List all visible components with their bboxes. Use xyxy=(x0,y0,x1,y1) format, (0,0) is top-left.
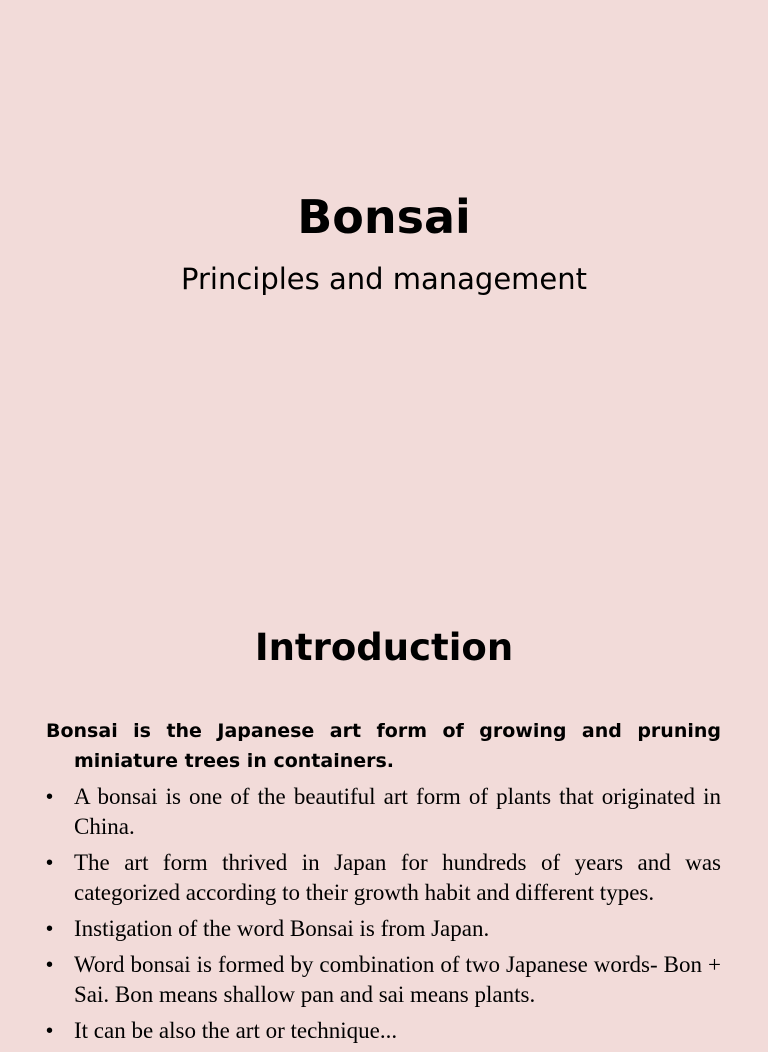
bullet-text: It can be also the art or technique... xyxy=(74,1018,398,1043)
bullet-text: A bonsai is one of the beautiful art form of plants that originated in China. xyxy=(74,784,721,839)
bullet-item xyxy=(46,782,721,842)
bullet-item xyxy=(46,950,721,1010)
slide-subtitle: Principles and management xyxy=(180,262,587,296)
bullet-text: Instigation of the word Bonsai is from Japan. xyxy=(74,916,490,941)
introduction-heading: Introduction xyxy=(254,626,514,669)
introduction-lead-text: Bonsai is the Japanese art form of growing and pruning miniature trees in containers. xyxy=(46,720,721,772)
bullet-text: Word bonsai is formed by combination of two Japanese words- Bon + Sai. Bon means shallow pan and sai means plants. xyxy=(74,952,721,1007)
bullet-icon: • xyxy=(46,852,54,874)
slide-title: Bonsai xyxy=(297,190,471,244)
bullet-text: The art form thrived in Japan for hundreds of years and was categorized according to their growth habit and different types. xyxy=(74,850,721,905)
bullet-icon: • xyxy=(46,786,54,808)
bullet-item xyxy=(46,914,721,944)
bullet-item xyxy=(46,848,721,908)
bullet-icon: • xyxy=(46,954,54,976)
bullet-icon: • xyxy=(46,1020,54,1042)
bullet-icon: • xyxy=(46,918,54,940)
bullet-item xyxy=(46,1016,721,1046)
introduction-slide xyxy=(0,576,768,1043)
introduction-bullet-list xyxy=(46,782,721,1052)
